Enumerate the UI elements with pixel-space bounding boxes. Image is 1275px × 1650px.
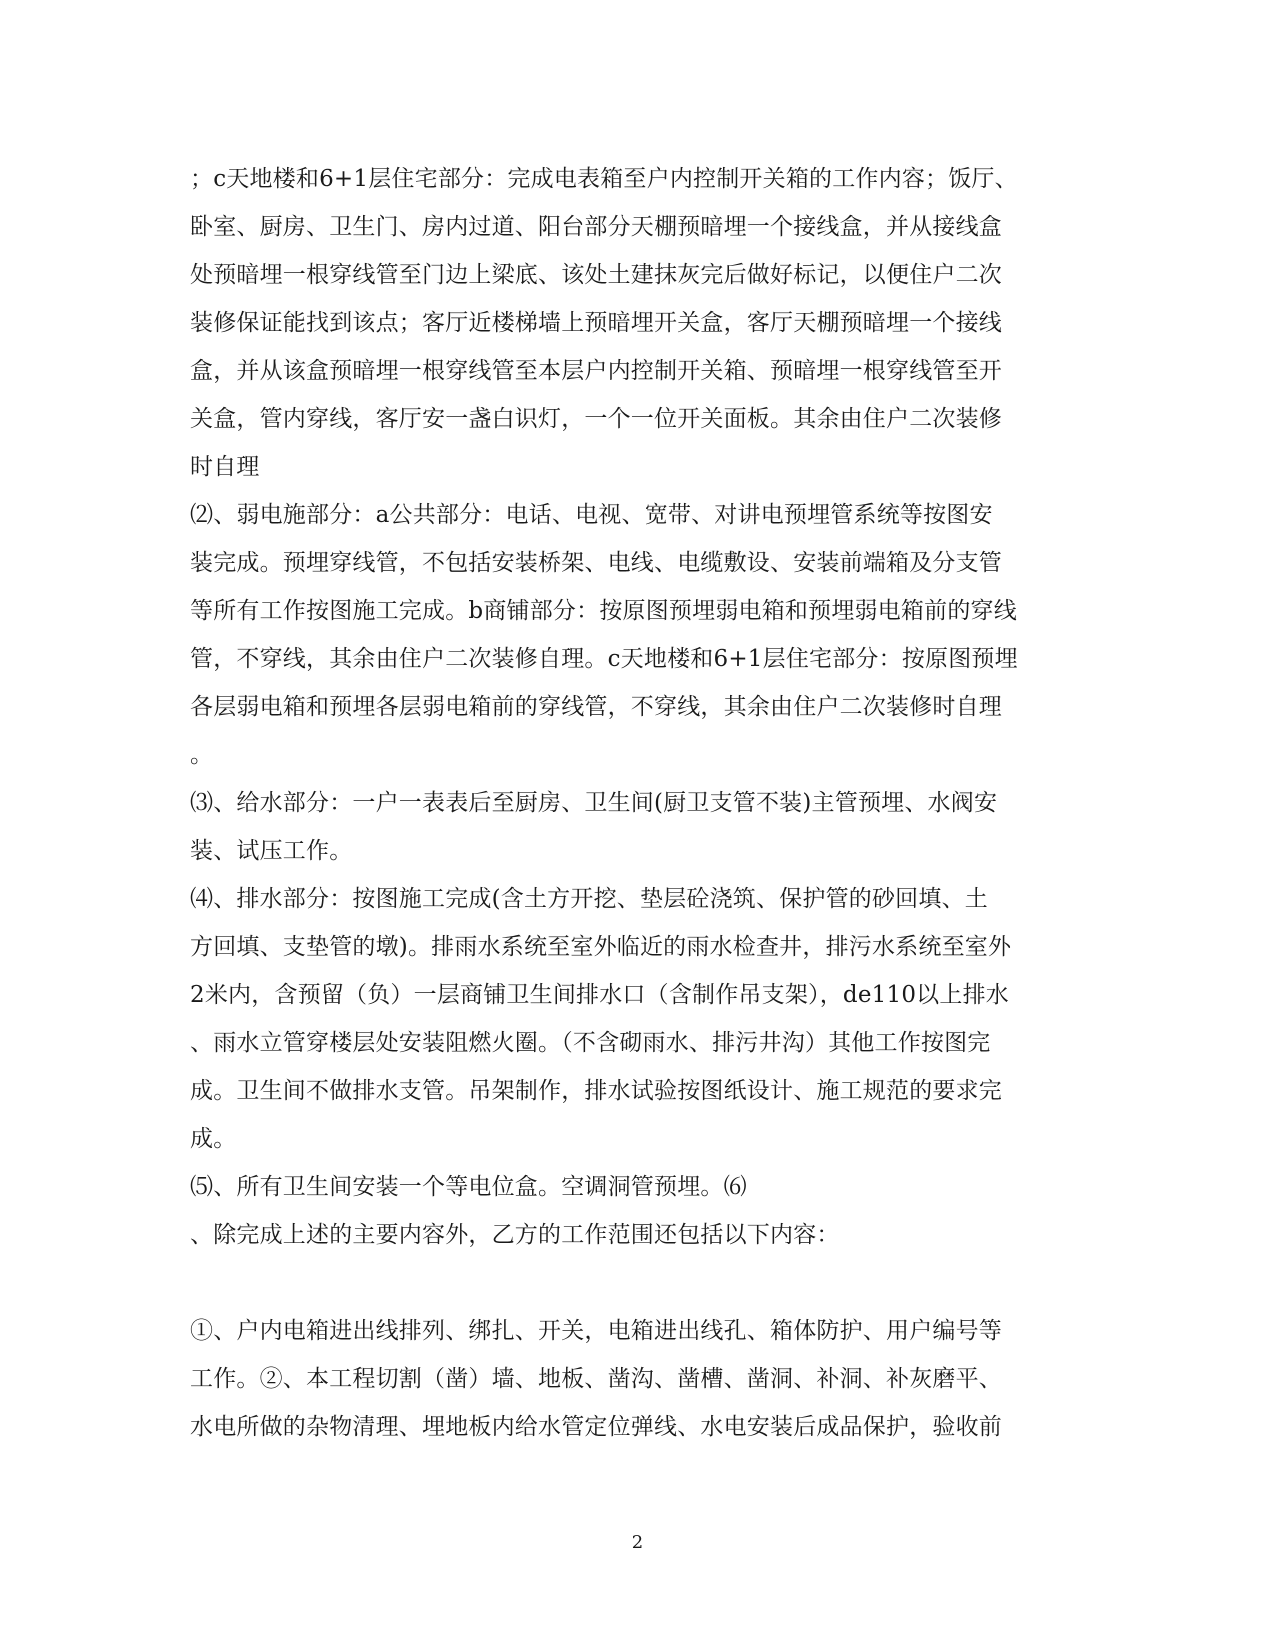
text-line: ①、户内电箱进出线排列、绑扎、开关，电箱进出线孔、箱体防护、用户编号等 <box>190 1318 1002 1344</box>
text-line: 装完成。预埋穿线管，不包括安装桥架、电线、电缆敷设、安装前端箱及分支管 <box>190 550 1002 576</box>
text-line: ⑵、弱电施部分：a公共部分：电话、电视、宽带、对讲电预埋管系统等按图安 <box>190 502 993 528</box>
text-line: 水电所做的杂物清理、埋地板内给水管定位弹线、水电安装后成品保护，验收前 <box>190 1414 1002 1440</box>
text-line: ⑷、排水部分：按图施工完成(含土方开挖、垫层砼浇筑、保护管的砂回填、土 <box>190 886 988 912</box>
text-line: 处预暗埋一根穿线管至门边上梁底、该处土建抹灰完后做好标记，以便住户二次 <box>190 262 1002 288</box>
text-line: 、除完成上述的主要内容外，乙方的工作范围还包括以下内容： <box>190 1222 840 1248</box>
text-line: 各层弱电箱和预埋各层弱电箱前的穿线管，不穿线，其余由住户二次装修时自理 <box>190 694 1002 720</box>
text-line: 装修保证能找到该点；客厅近楼梯墙上预暗埋开关盒，客厅天棚预暗埋一个接线 <box>190 310 1002 336</box>
text-line: 2米内，含预留（负）一层商铺卫生间排水口（含制作吊支架），de110以上排水 <box>190 982 1009 1008</box>
text-line: 盒，并从该盒预暗埋一根穿线管至本层户内控制开关箱、预暗埋一根穿线管至开 <box>190 358 1002 384</box>
text-line: 。 <box>190 742 214 768</box>
paragraph-gap <box>190 1259 1070 1307</box>
text-line: 成。 <box>190 1126 237 1152</box>
text-line: 管，不穿线，其余由住户二次装修自理。c天地楼和6+1层住宅部分：按原图预埋 <box>190 646 1018 672</box>
text-line: ⑸、所有卫生间安装一个等电位盒。空调洞管预埋。⑹ <box>190 1174 747 1200</box>
text-line: 成。卫生间不做排水支管。吊架制作，排水试验按图纸设计、施工规范的要求完 <box>190 1078 1002 1104</box>
page-number: 2 <box>631 1532 644 1553</box>
text-line: 等所有工作按图施工完成。b商铺部分：按原图预埋弱电箱和预埋弱电箱前的穿线 <box>190 598 1017 624</box>
text-line: 工作。②、本工程切割（凿）墙、地板、凿沟、凿槽、凿洞、补洞、补灰磨平、 <box>190 1366 1002 1392</box>
text-line: 卧室、厨房、卫生门、房内过道、阳台部分天棚预暗埋一个接线盒，并从接线盒 <box>190 214 1002 240</box>
text-line: 时自理 <box>190 454 260 480</box>
text-line: 装、试压工作。 <box>190 838 353 864</box>
text-line: 、雨水立管穿楼层处安装阻燃火圈。（不含砌雨水、排污井沟）其他工作按图完 <box>190 1030 991 1056</box>
text-line: 关盒，管内穿线，客厅安一盏白识灯，一个一位开关面板。其余由住户二次装修 <box>190 406 1002 432</box>
document-body <box>190 155 1070 1451</box>
text-line: 方回填、支垫管的墩)。排雨水系统至室外临近的雨水检查井，排污水系统至室外 <box>190 934 1012 960</box>
text-line: ；c天地楼和6+1层住宅部分：完成电表箱至户内控制开关箱的工作内容；饭厅、 <box>190 166 1018 192</box>
text-line: ⑶、给水部分：一户一表表后至厨房、卫生间(厨卫支管不装)主管预埋、水阀安 <box>190 790 998 816</box>
